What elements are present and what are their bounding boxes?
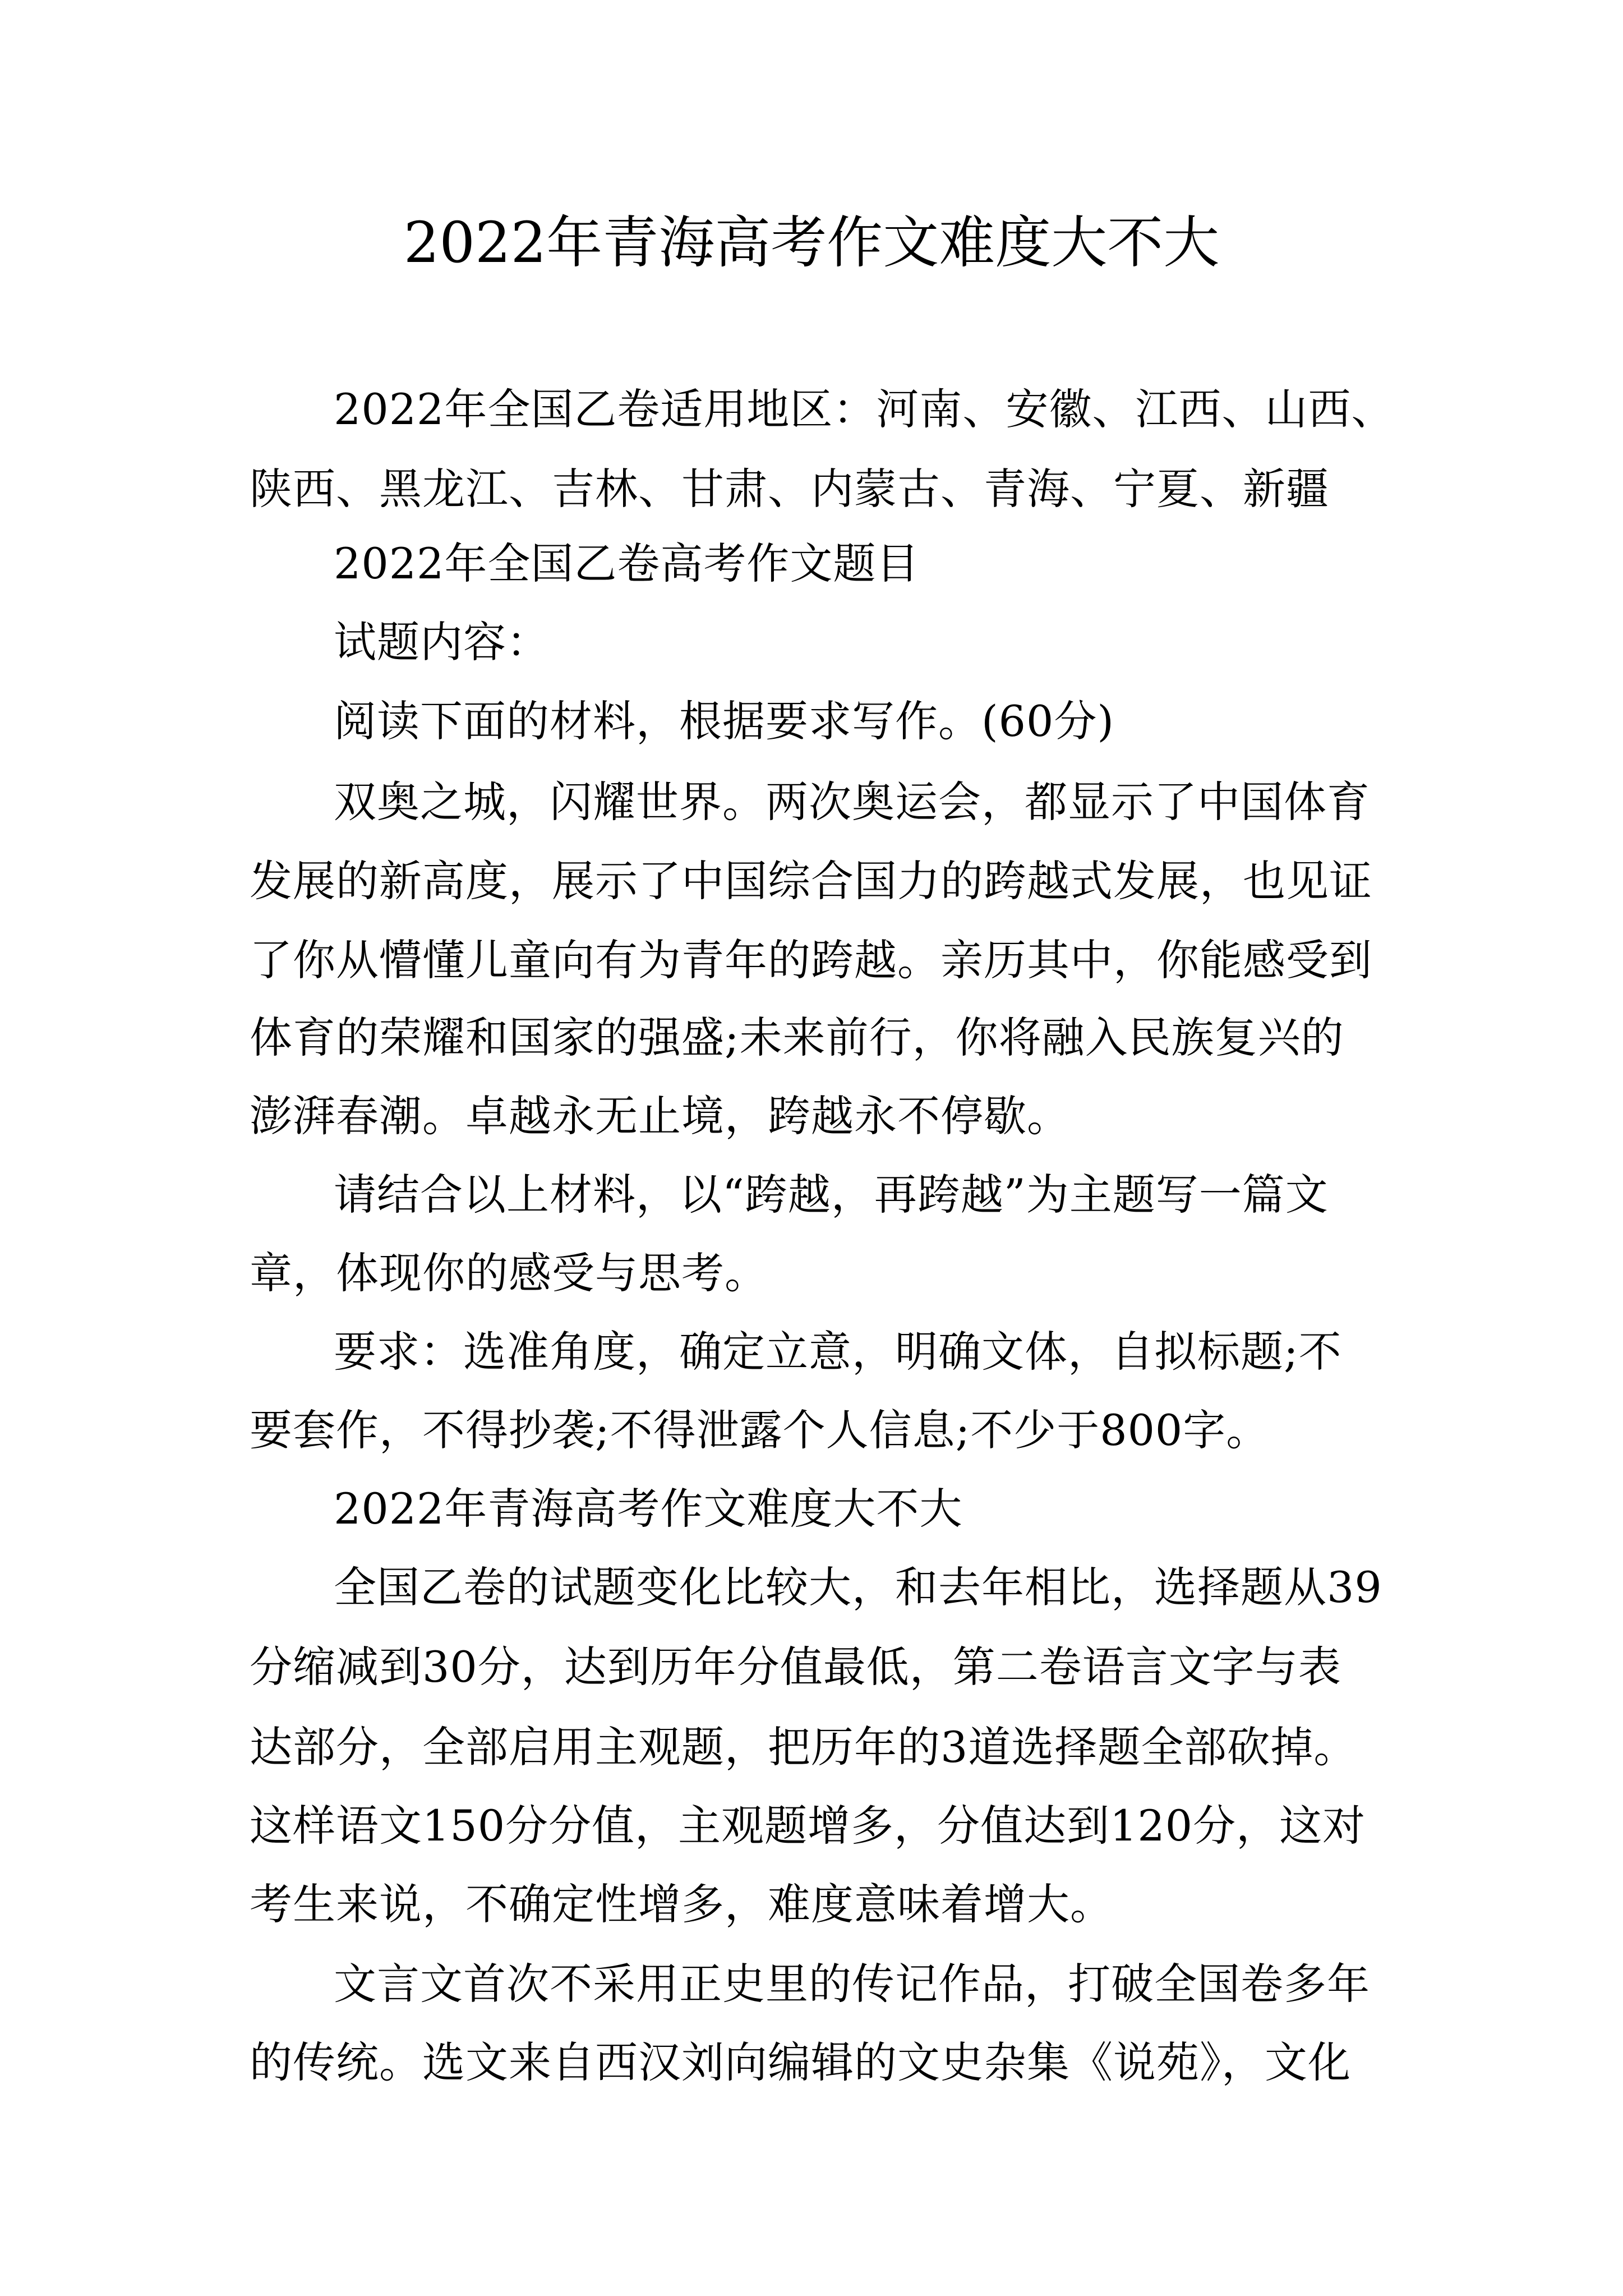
paragraph-line: 2022年全国乙卷适用地区：河南、安徽、江西、山西、 xyxy=(334,384,1395,434)
paragraph-line: 体育的荣耀和国家的强盛;未来前行，你将融入民族复兴的 xyxy=(250,1013,1344,1062)
paragraph-line: 请结合以上材料，以“跨越，再跨越”为主题写一篇文 xyxy=(334,1170,1329,1220)
paragraph-line: 这样语文150分分值，主观题增多，分值达到120分，这对 xyxy=(250,1801,1366,1851)
paragraph-line: 了你从懵懂儿童向有为青年的跨越。亲历其中，你能感受到 xyxy=(250,935,1372,985)
paragraph-line: 要求：选准角度，确定立意，明确文体，自拟标题;不 xyxy=(334,1327,1342,1377)
paragraph-line: 2022年全国乙卷高考作文题目 xyxy=(334,539,920,588)
paragraph-line: 澎湃春潮。卓越永无止境，跨越永不停歇。 xyxy=(250,1091,1070,1141)
paragraph-line: 考生来说，不确定性增多，难度意味着增大。 xyxy=(250,1879,1113,1929)
paragraph-line: 文言文首次不采用正史里的传记作品，打破全国卷多年 xyxy=(334,1959,1370,2009)
paragraph-line: 章，体现你的感受与思考。 xyxy=(250,1248,768,1298)
paragraph-line: 双奥之城，闪耀世界。两次奥运会，都显示了中国体育 xyxy=(334,777,1370,827)
paragraph-line: 阅读下面的材料，根据要求写作。(60分) xyxy=(334,696,1115,746)
paragraph-line: 发展的新高度，展示了中国综合国力的跨越式发展，也见证 xyxy=(250,856,1372,906)
document-title: 2022年青海高考作文难度大不大 xyxy=(403,210,1220,275)
paragraph-line: 陕西、黑龙江、吉林、甘肃、内蒙古、青海、宁夏、新疆 xyxy=(250,464,1329,514)
paragraph-line: 全国乙卷的试题变化比较大，和去年相比，选择题从39 xyxy=(334,1562,1382,1612)
paragraph-line: 达部分，全部启用主观题，把历年的3道选择题全部砍掉。 xyxy=(250,1722,1357,1772)
paragraph-line: 2022年青海高考作文难度大不大 xyxy=(334,1484,963,1534)
paragraph-line: 的传统。选文来自西汉刘向编辑的文史杂集《说苑》，文化 xyxy=(250,2037,1351,2087)
paragraph-line: 分缩减到30分，达到历年分值最低，第二卷语言文字与表 xyxy=(250,1642,1341,1692)
paragraph-line: 试题内容： xyxy=(334,617,550,667)
paragraph-line: 要套作，不得抄袭;不得泄露个人信息;不少于800字。 xyxy=(250,1405,1270,1455)
